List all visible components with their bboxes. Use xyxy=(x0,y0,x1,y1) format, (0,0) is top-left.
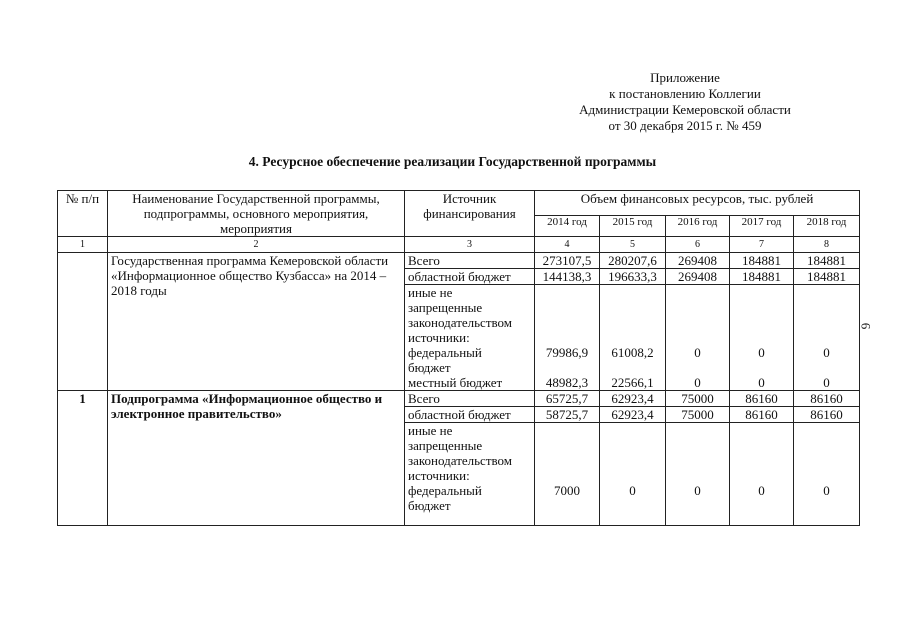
row-source: областной бюджет xyxy=(405,407,535,423)
value-text: 0 xyxy=(694,483,701,498)
row-num: 1 xyxy=(58,391,108,526)
source-line: бюджет xyxy=(408,360,451,375)
source-line: законодательством xyxy=(408,453,513,468)
row-num xyxy=(58,253,108,391)
value-cell xyxy=(666,423,730,526)
source-line: источники: xyxy=(408,330,470,345)
source-line: иные не xyxy=(408,423,453,438)
value-cell: 184881 xyxy=(730,253,794,269)
index-cell: 8 xyxy=(794,237,860,253)
header-year: 2017 год xyxy=(730,215,794,236)
value-text: 61008,2 xyxy=(611,345,654,360)
value-cell: 62923,4 xyxy=(600,407,666,423)
table-row xyxy=(58,253,860,269)
value-cell: 0 xyxy=(794,375,860,391)
value-cell: 273107,5 xyxy=(535,253,600,269)
source-line: запрещенные xyxy=(408,300,483,315)
header-num: № п/п xyxy=(58,191,108,237)
document-title: 4. Ресурсное обеспечение реализации Государственной программы xyxy=(248,154,657,169)
value-cell: 22566,1 xyxy=(600,375,666,391)
source-line: федеральный xyxy=(408,345,482,360)
value-cell: 196633,3 xyxy=(600,269,666,285)
index-row xyxy=(58,237,860,253)
source-line: бюджет xyxy=(408,498,451,513)
value-cell xyxy=(535,423,600,526)
value-text: 0 xyxy=(694,345,701,360)
value-cell: 0 xyxy=(666,375,730,391)
row-source: областной бюджет xyxy=(405,269,535,285)
value-text: 0 xyxy=(823,345,830,360)
header-year: 2018 год xyxy=(794,215,860,236)
value-cell: 86160 xyxy=(730,391,794,407)
row-source xyxy=(405,285,535,376)
value-cell: 65725,7 xyxy=(535,391,600,407)
appendix-line: от 30 декабря 2015 г. № 459 xyxy=(608,118,762,133)
row-name: Подпрограмма «Информационное общество и электронное правительство» xyxy=(108,391,405,526)
header-year: 2014 год xyxy=(535,215,600,236)
value-cell: 86160 xyxy=(730,407,794,423)
row-source xyxy=(405,423,535,526)
value-cell: 75000 xyxy=(666,391,730,407)
table-row xyxy=(58,391,860,407)
value-cell xyxy=(794,285,860,376)
resource-table xyxy=(57,190,860,526)
value-cell: 184881 xyxy=(794,253,860,269)
appendix-line: Приложение xyxy=(650,70,720,85)
value-cell: 269408 xyxy=(666,269,730,285)
appendix-line: к постановлению Коллегии xyxy=(609,86,761,101)
value-text: 0 xyxy=(629,483,636,498)
value-cell: 86160 xyxy=(794,391,860,407)
value-cell xyxy=(600,423,666,526)
value-cell xyxy=(730,423,794,526)
value-cell: 184881 xyxy=(794,269,860,285)
value-cell xyxy=(666,285,730,376)
index-cell: 5 xyxy=(600,237,666,253)
value-cell xyxy=(730,285,794,376)
header-row xyxy=(58,191,860,216)
appendix-header xyxy=(540,70,830,134)
index-cell: 2 xyxy=(108,237,405,253)
value-cell: 58725,7 xyxy=(535,407,600,423)
header-year: 2015 год xyxy=(600,215,666,236)
value-text: 0 xyxy=(758,483,765,498)
row-source: Всего xyxy=(405,391,535,407)
index-cell: 1 xyxy=(58,237,108,253)
value-cell: 48982,3 xyxy=(535,375,600,391)
index-cell: 3 xyxy=(405,237,535,253)
value-cell: 86160 xyxy=(794,407,860,423)
index-cell: 4 xyxy=(535,237,600,253)
value-cell: 0 xyxy=(730,375,794,391)
value-cell xyxy=(535,285,600,376)
header-year: 2016 год xyxy=(666,215,730,236)
source-line: законодательством xyxy=(408,315,513,330)
source-line: источники: xyxy=(408,468,470,483)
page-number: 6 xyxy=(858,322,874,330)
value-text: 0 xyxy=(758,345,765,360)
value-cell xyxy=(794,423,860,526)
value-cell: 144138,3 xyxy=(535,269,600,285)
header-volume: Объем финансовых ресурсов, тыс. рублей xyxy=(535,191,860,216)
value-cell: 184881 xyxy=(730,269,794,285)
value-text: 0 xyxy=(823,483,830,498)
source-line: иные не xyxy=(408,285,453,300)
source-line: федеральный xyxy=(408,483,482,498)
value-cell: 75000 xyxy=(666,407,730,423)
value-cell: 280207,6 xyxy=(600,253,666,269)
value-cell xyxy=(600,285,666,376)
value-text: 79986,9 xyxy=(545,345,589,360)
header-name: Наименование Государственной программы, подпрограммы, основного мероприятия, мероприятия xyxy=(108,191,405,237)
appendix-line: Администрации Кемеровской области xyxy=(579,102,791,117)
header-source: Источник финансирования xyxy=(405,191,535,237)
value-cell: 269408 xyxy=(666,253,730,269)
row-name: Государственная программа Кемеровской области «Информационное общество Кузбасса» на 2014 – 2018 годы xyxy=(108,253,405,391)
source-line: запрещенные xyxy=(408,438,483,453)
row-source: Всего xyxy=(405,253,535,269)
index-cell: 6 xyxy=(666,237,730,253)
row-source: местный бюджет xyxy=(405,375,535,391)
value-text: 7000 xyxy=(554,483,580,498)
value-cell: 62923,4 xyxy=(600,391,666,407)
index-cell: 7 xyxy=(730,237,794,253)
